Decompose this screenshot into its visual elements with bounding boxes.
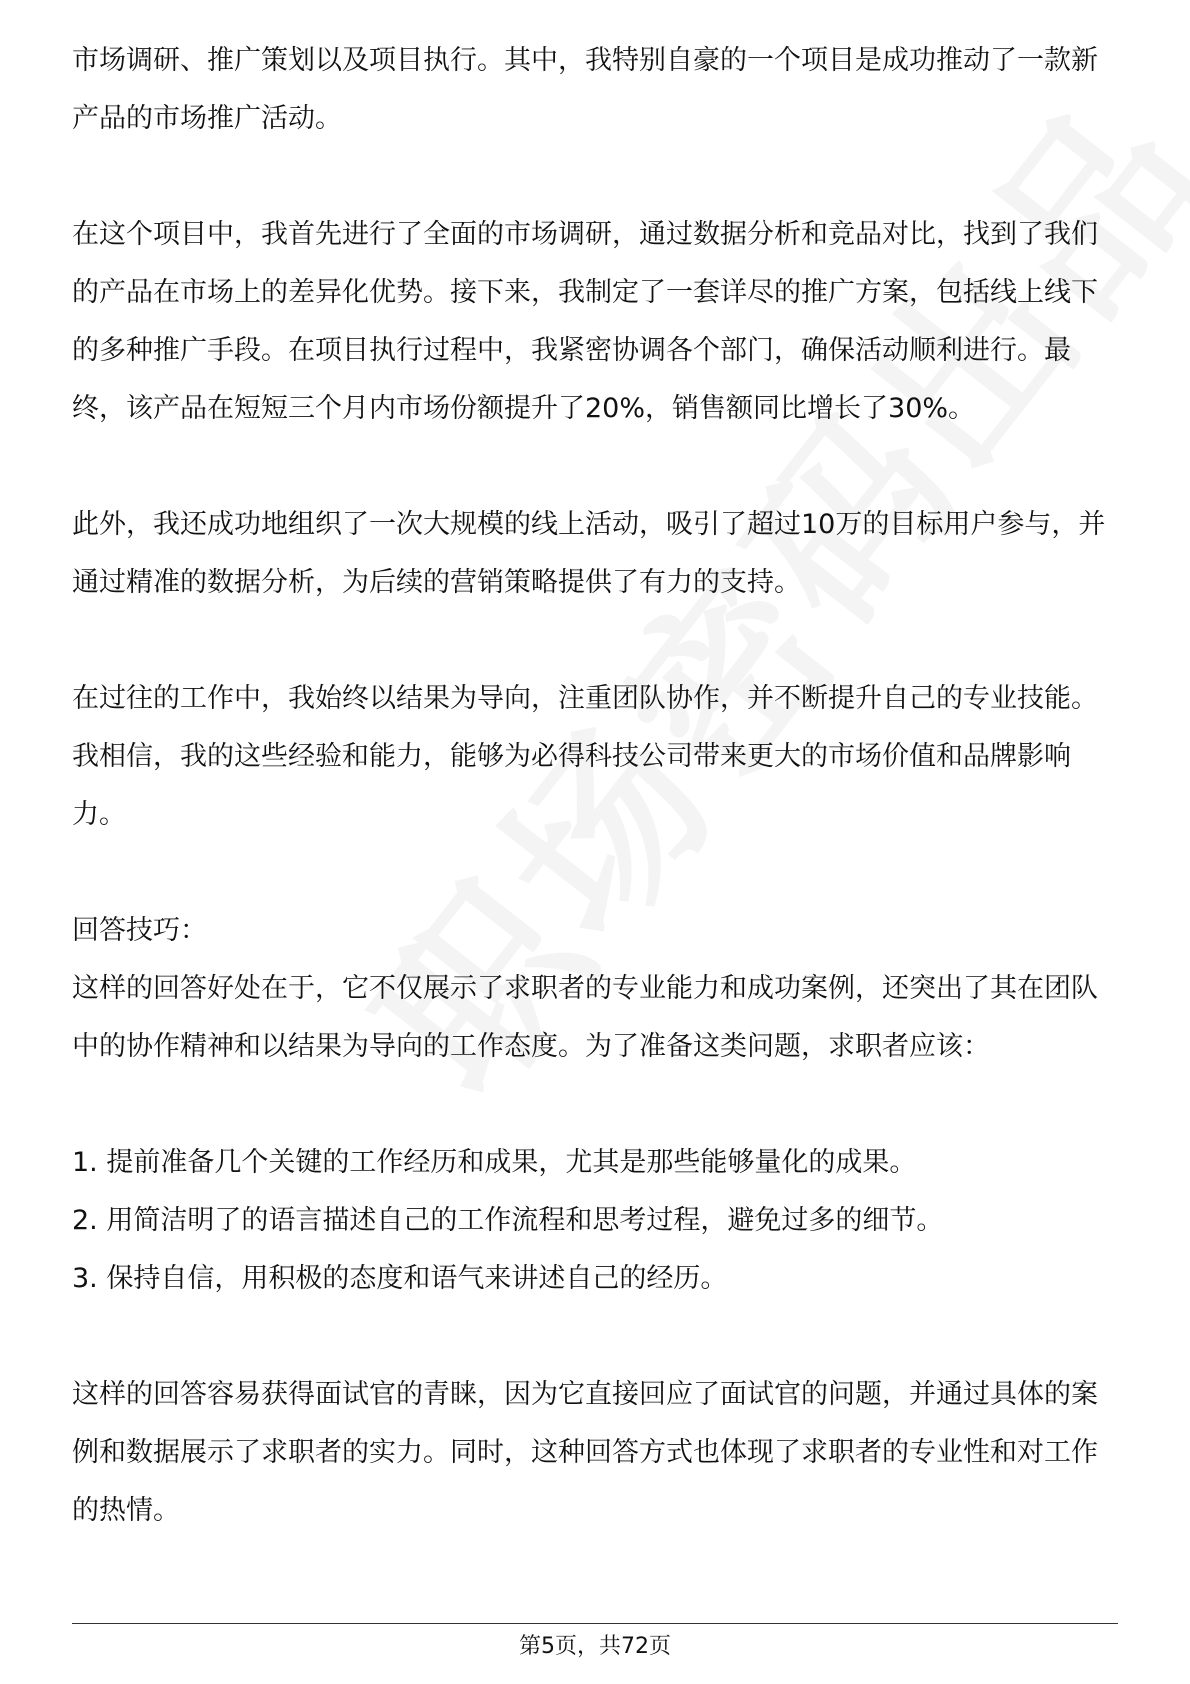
paragraph-3: 此外，我还成功地组织了一次大规模的线上活动，吸引了超过10万的目标用户参与，并通过精准的数据分析，为后续的营销策略提供了有力的支持。: [72, 509, 1106, 598]
document-body: [72, 32, 1118, 1540]
paragraph-gap: [72, 612, 1118, 670]
footer-divider: [72, 1623, 1118, 1624]
paragraph-gap: [72, 844, 1118, 902]
tips-heading: 回答技巧：: [72, 915, 207, 946]
paragraph-gap: [72, 1076, 1118, 1134]
tips-list-item-2: 2. 用简洁明了的语言描述自己的工作流程和思考过程，避免过多的细节。: [72, 1205, 944, 1236]
paragraph-2: 在这个项目中，我首先进行了全面的市场调研，通过数据分析和竞品对比，找到了我们的产品在市场上的差异化优势。接下来，我制定了一套详尽的推广方案，包括线上线下的多种推广手段。在项目执行过程中，我紧密协调各个部门，确保活动顺利进行。最终，该产品在短短三个月内市场份额提升了20%，销售额同比增长了30%。: [72, 219, 1098, 424]
paragraph-1: 市场调研、推广策划以及项目执行。其中，我特别自豪的一个项目是成功推动了一款新产品的市场推广活动。: [72, 45, 1098, 134]
paragraph-4: 在过往的工作中，我始终以结果为导向，注重团队协作，并不断提升自己的专业技能。我相信，我的这些经验和能力，能够为必得科技公司带来更大的市场价值和品牌影响力。: [72, 683, 1098, 830]
tips-list-item-3: 3. 保持自信，用积极的态度和语气来讲述自己的经历。: [72, 1263, 728, 1294]
paragraph-gap: [72, 438, 1118, 496]
tips-intro: 这样的回答好处在于，它不仅展示了求职者的专业能力和成功案例，还突出了其在团队中的协作精神和以结果为导向的工作态度。为了准备这类问题，求职者应该：: [72, 973, 1098, 1062]
tips-list-item-1: 1. 提前准备几个关键的工作经历和成果，尤其是那些能够量化的成果。: [72, 1147, 917, 1178]
closing-paragraph: 这样的回答容易获得面试官的青睐，因为它直接回应了面试官的问题，并通过具体的案例和数据展示了求职者的实力。同时，这种回答方式也体现了求职者的专业性和对工作的热情。: [72, 1379, 1098, 1526]
paragraph-gap: [72, 1308, 1118, 1366]
paragraph-gap: [72, 148, 1118, 206]
page-number: 第5页，共72页: [519, 1634, 671, 1659]
